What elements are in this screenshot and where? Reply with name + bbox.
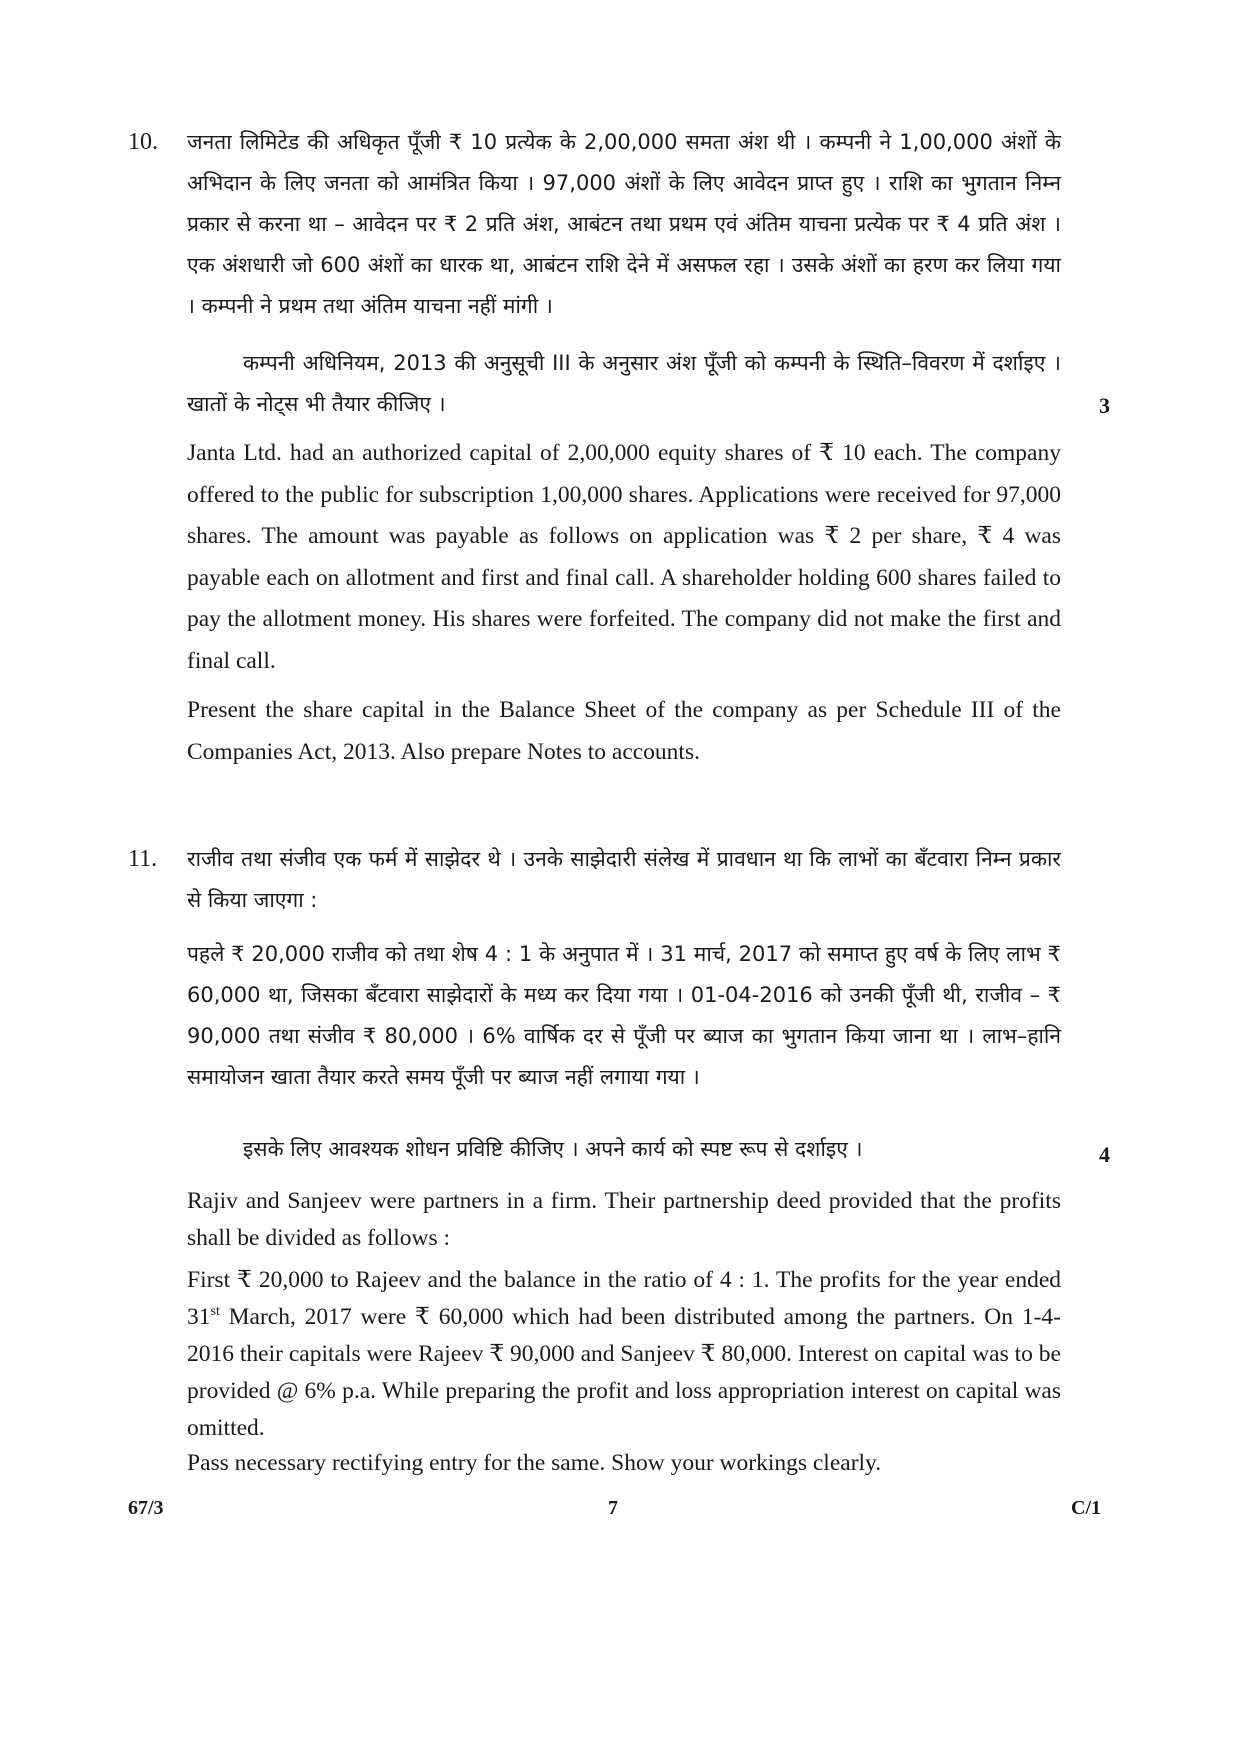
- question-11-marks: 4: [1099, 1142, 1110, 1167]
- question-11-english-instruction: Pass necessary rectifying entry for the same. Show your workings clearly.: [187, 1450, 882, 1476]
- question-11-number: 11.: [128, 846, 158, 872]
- question-11-english-text: Rajiv and Sanjeev were partners in a firm. Their partnership deed provided that the profits shall be divided as follows :: [187, 1188, 1061, 1251]
- question-10-marks: 3: [1099, 393, 1110, 418]
- question-10-hindi-instruction: कम्पनी अधिनियम, 2013 की अनुसूची III के अनुसार अंश पूँजी को कम्पनी के स्थिति–विवरण में दर्शाइए । खातों के नोट्स भी तैयार कीजिए ।: [187, 351, 1061, 416]
- question-11-hindi-instruction: इसके लिए आवश्यक शोधन प्रविष्टि कीजिए । अपने कार्य को स्पष्ट रूप से दर्शाइए ।: [243, 1137, 863, 1161]
- question-10-number: 10.: [128, 129, 158, 155]
- footer-set-code: C/1: [1071, 1497, 1101, 1519]
- footer-paper-code: 67/3: [128, 1497, 164, 1519]
- question-11-hindi-details: पहले ₹ 20,000 राजीव को तथा शेष 4 : 1 के अनुपात में । 31 मार्च, 2017 को समाप्त हुए वर्ष के लिए लाभ ₹ 60,000 था, जिसका बँटवारा साझेदारों के मध्य कर दिया गया । 01-04-2016 को उनकी पूँजी थी, राजीव – ₹ 90,000 तथा संजीव ₹ 80,000 । 6% वार्षिक दर से पूँजी पर ब्याज का भुगतान किया जाना था । लाभ–हानि समायोजन खाता तैयार करते समय पूँजी पर ब्याज नहीं लगाया गया ।: [187, 942, 1061, 1089]
- question-11-hindi-text: राजीव तथा संजीव एक फर्म में साझेदर थे । उनके साझेदारी संलेख में प्रावधान था कि लाभों का बँटवारा निम्न प्रकार से किया जाएगा :: [187, 847, 1061, 912]
- question-11-english-details: [187, 1262, 1061, 1447]
- ordinal-suffix: st: [210, 1304, 220, 1320]
- footer-page-number: 7: [608, 1497, 618, 1519]
- question-10-hindi-text: जनता लिमिटेड की अधिकृत पूँजी ₹ 10 प्रत्येक के 2,00,000 समता अंश थी । कम्पनी ने 1,00,000 अंशों के अभिदान के लिए जनता को आमंत्रित किया । 97,000 अंशों के लिए आवेदन प्राप्त हुए । राशि का भुगतान निम्न प्रकार से करना था – आवेदन पर ₹ 2 प्रति अंश, आबंटन तथा प्रथम एवं अंतिम याचना प्रत्येक पर ₹ 4 प्रति अंश । एक अंशधारी जो 600 अंशों का धारक था, आबंटन राशि देने में असफल रहा । उसके अंशों का हरण कर लिया गया । कम्पनी ने प्रथम तथा अंतिम याचना नहीं मांगी ।: [187, 130, 1061, 318]
- english-details-part-1: First ₹ 20,000 to Rajeev and the balance in the ratio of 4 : 1. The profits for the year ended 31: [187, 1267, 1061, 1330]
- question-10-english-instruction: Present the share capital in the Balance Sheet of the company as per Schedule III of the Companies Act, 2013. Also prepare Notes to accounts.: [187, 697, 1061, 765]
- question-10-english-text: Janta Ltd. had an authorized capital of 2,00,000 equity shares of ₹ 10 each. The company offered to the public for subscription 1,00,000 shares. Applications were received for 97,000 shares. The amount was payable as follows on application was ₹ 2 per share, ₹ 4 was payable each on allotment and first and final call. A shareholder holding 600 shares failed to pay the allotment money. His shares were forfeited. The company did not make the first and final call.: [187, 440, 1061, 674]
- english-details-part-2: March, 2017 were ₹ 60,000 which had been distributed among the partners. On 1-4-2016 their capitals were Rajeev ₹ 90,000 and Sanjeev ₹ 80,000. Interest on capital was to be provided @ 6% p.a. While preparing the profit and loss appropriation interest on capital was omitted.: [187, 1304, 1061, 1441]
